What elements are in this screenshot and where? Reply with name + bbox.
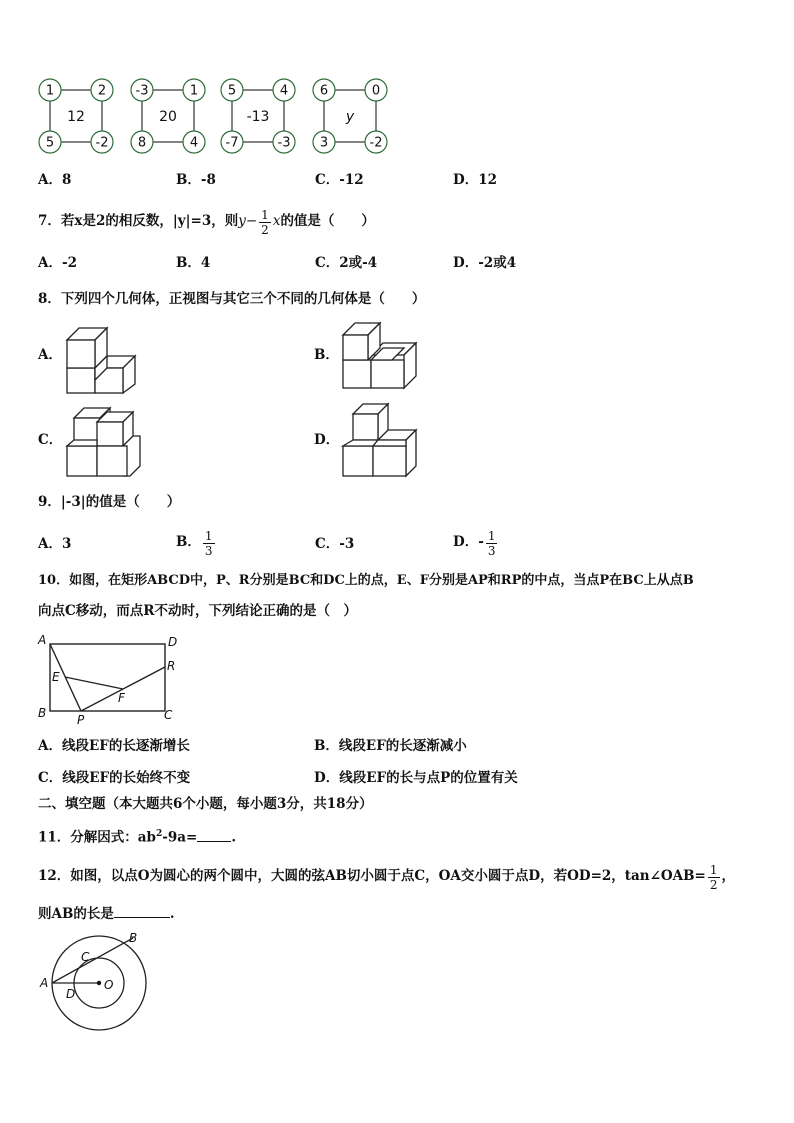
q12-fraction bbox=[708, 864, 720, 891]
number-square-3 bbox=[221, 79, 295, 153]
q9-option-c[interactable]: C．-3 bbox=[315, 536, 355, 552]
q8-option-c-label[interactable]: C． bbox=[38, 432, 63, 448]
q10-label-r: R bbox=[167, 659, 176, 673]
q12-concentric-circles-figure bbox=[30, 924, 160, 1034]
q12-label-o: O bbox=[104, 978, 114, 992]
q12-label-c: C bbox=[81, 950, 90, 964]
q9-option-d-denominator: 3 bbox=[487, 543, 496, 558]
q9-option-b-label: B． bbox=[176, 534, 201, 551]
q12-label-a: A bbox=[40, 976, 49, 990]
q10-label-e: E bbox=[52, 670, 60, 684]
q10-label-c: C bbox=[164, 708, 173, 722]
corner-number-tr: 4 bbox=[279, 83, 289, 99]
q8-solid-a-figure[interactable] bbox=[60, 318, 150, 398]
center-number: -13 bbox=[246, 109, 270, 125]
q7-expr-y: y bbox=[238, 213, 246, 230]
q9-option-b[interactable] bbox=[176, 524, 217, 562]
q9-option-a[interactable]: A．3 bbox=[38, 536, 72, 552]
corner-number-bl: 3 bbox=[319, 135, 329, 151]
q11-stem bbox=[38, 830, 236, 845]
q8-stem: 8．下列四个几何体，正视图与其它三个不同的几何体是（ ） bbox=[38, 291, 426, 307]
q6-option-a[interactable]: A．8 bbox=[38, 172, 72, 188]
q11-stem-end: . bbox=[231, 829, 237, 846]
corner-number-tl: 6 bbox=[319, 83, 329, 99]
corner-number-br: -3 bbox=[277, 135, 291, 151]
q11-answer-blank[interactable] bbox=[197, 840, 231, 842]
q6-option-c[interactable]: C．-12 bbox=[315, 172, 364, 188]
q10-label-p: P bbox=[77, 713, 85, 726]
q8-solid-b-figure[interactable] bbox=[336, 318, 426, 398]
q12-label-d: D bbox=[66, 987, 76, 1001]
q12-stem-line2-text: 则AB的长是 bbox=[38, 906, 114, 922]
q12-label-b: B bbox=[129, 931, 138, 945]
corner-number-bl: 5 bbox=[45, 135, 55, 151]
section-heading-fill-in: 二、填空题（本大题共6个小题，每小题3分，共18分） bbox=[38, 796, 373, 812]
q8-option-b-label[interactable]: B． bbox=[314, 347, 339, 363]
q7-option-b[interactable]: B．4 bbox=[176, 255, 211, 271]
q10-stem-line2: 向点C移动，而点R不动时，下列结论正确的是（ ） bbox=[38, 603, 357, 619]
q12-fraction-denominator: 2 bbox=[709, 877, 718, 892]
q9-option-d-label: D．- bbox=[453, 534, 484, 551]
q10-stem-line1: 10．如图，在矩形ABCD中，P、R分别是BC和DC上的点，E、F分别是AP和RP的中点，当点P在BC上从点B bbox=[38, 573, 694, 588]
q10-label-d: D bbox=[168, 635, 178, 649]
q7-option-a[interactable]: A．-2 bbox=[38, 255, 77, 271]
corner-number-br: -2 bbox=[369, 135, 383, 151]
q9-stem: 9．|-3|的值是（ ） bbox=[38, 494, 181, 510]
q9-option-b-fraction bbox=[203, 530, 215, 557]
q8-option-d-label[interactable]: D． bbox=[314, 432, 340, 448]
number-square-1 bbox=[39, 79, 113, 153]
q6-number-squares-figure bbox=[30, 72, 400, 154]
corner-number-tl: -3 bbox=[135, 83, 149, 99]
q7-fraction-numerator: 1 bbox=[261, 207, 269, 222]
corner-number-tl: 1 bbox=[45, 83, 55, 99]
corner-number-tr: 2 bbox=[97, 83, 107, 99]
q10-label-f: F bbox=[118, 691, 125, 705]
q11-superscript: 2 bbox=[155, 829, 163, 839]
q7-stem-post: 的值是（ ） bbox=[280, 213, 375, 230]
q12-stem-line2-end: . bbox=[169, 906, 175, 922]
corner-number-br: -2 bbox=[95, 135, 109, 151]
number-square-4 bbox=[313, 79, 387, 153]
q12-stem-line1 bbox=[38, 858, 735, 896]
q10-option-a[interactable]: A．线段EF的长逐渐增长 bbox=[38, 738, 190, 754]
corner-number-bl: -7 bbox=[225, 135, 239, 151]
q9-option-b-numerator: 1 bbox=[204, 528, 213, 543]
q12-stem-line1-end: ， bbox=[721, 868, 735, 885]
center-number: 20 bbox=[159, 109, 177, 125]
corner-number-bl: 8 bbox=[137, 135, 147, 151]
q11-stem-post: -9a= bbox=[162, 829, 198, 846]
center-number: y bbox=[345, 109, 355, 125]
q7-fraction-denominator: 2 bbox=[261, 222, 269, 237]
q10-label-b: B bbox=[38, 706, 47, 720]
number-square-2 bbox=[131, 79, 205, 153]
q11-stem-pre: 11．分解因式：ab bbox=[38, 829, 156, 846]
q10-option-c[interactable]: C．线段EF的长始终不变 bbox=[38, 770, 191, 786]
corner-number-br: 4 bbox=[189, 135, 199, 151]
q7-expr-minus: − bbox=[245, 213, 258, 230]
q9-option-d-numerator: 1 bbox=[487, 528, 496, 543]
corner-number-tr: 0 bbox=[371, 83, 381, 99]
q10-rectangle-figure bbox=[30, 630, 190, 726]
q6-option-b[interactable]: B．-8 bbox=[176, 172, 216, 188]
corner-number-tl: 5 bbox=[227, 83, 237, 99]
center-number: 12 bbox=[67, 109, 85, 125]
q12-answer-blank[interactable] bbox=[114, 916, 170, 918]
q10-option-b[interactable]: B．线段EF的长逐渐减小 bbox=[314, 738, 467, 754]
q7-stem-pre: 7．若x是2的相反数，|y|=3，则 bbox=[38, 213, 239, 230]
q7-fraction bbox=[259, 209, 271, 236]
q10-label-a: A bbox=[38, 633, 47, 647]
q9-option-d[interactable] bbox=[453, 524, 499, 562]
q6-option-d[interactable]: D．12 bbox=[453, 172, 497, 188]
q9-option-b-denominator: 3 bbox=[204, 543, 213, 558]
q10-option-d[interactable]: D．线段EF的长与点P的位置有关 bbox=[314, 770, 518, 786]
q7-stem bbox=[38, 205, 375, 239]
q7-expr-x: x bbox=[272, 213, 281, 230]
q8-solid-d-figure[interactable] bbox=[336, 400, 426, 480]
q12-stem-line1-text: 12．如图，以点O为圆心的两个圆中，大圆的弦AB切小圆于点C，OA交小圆于点D，若OD=2，tan∠OAB= bbox=[38, 868, 706, 885]
q7-option-c[interactable]: C．2或-4 bbox=[315, 255, 378, 271]
q12-fraction-numerator: 1 bbox=[709, 862, 718, 877]
q8-option-a-label[interactable]: A． bbox=[38, 347, 62, 363]
q12-stem-line2 bbox=[38, 908, 175, 922]
q9-option-d-fraction bbox=[486, 530, 498, 557]
corner-number-tr: 1 bbox=[189, 83, 199, 99]
q7-option-d[interactable]: D．-2或4 bbox=[453, 255, 517, 271]
q8-solid-c-figure[interactable] bbox=[60, 400, 150, 480]
